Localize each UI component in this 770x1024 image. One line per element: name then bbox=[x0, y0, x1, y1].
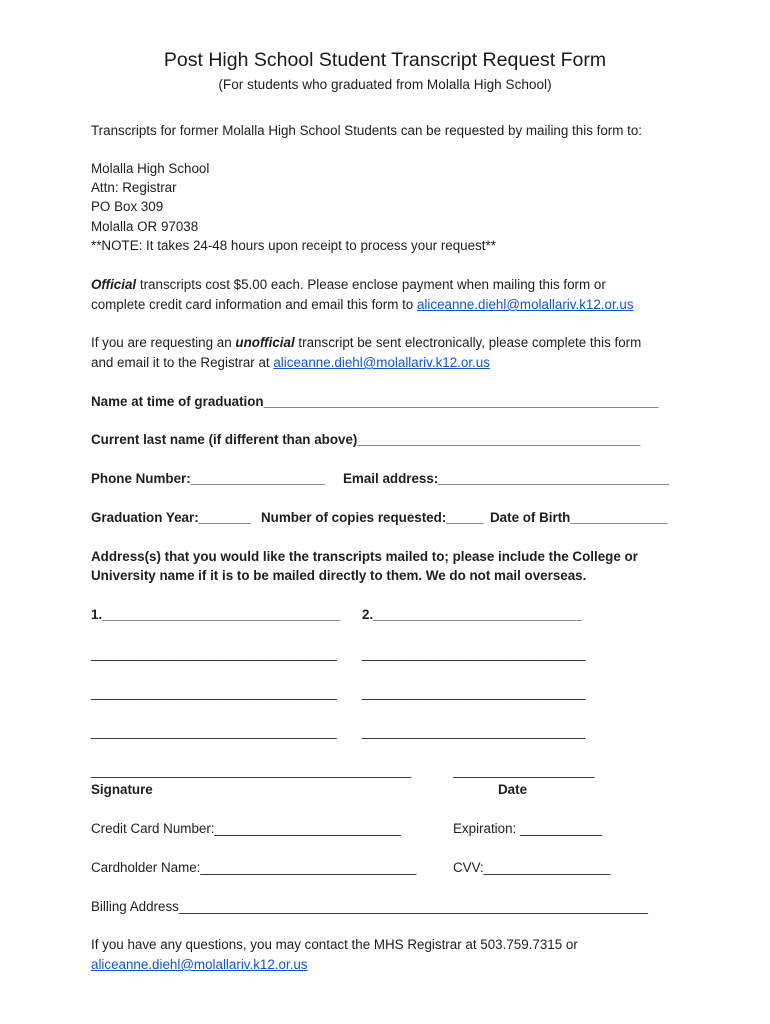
credit-card-number-field[interactable]: Credit Card Number:_________________________ bbox=[91, 821, 401, 836]
current-last-name-field[interactable]: Current last name (if different than above)______________________________________ bbox=[91, 432, 641, 447]
date-of-birth-field[interactable]: Date of Birth_____________ bbox=[490, 510, 668, 525]
registrar-email-link[interactable]: aliceanne.diehl@molallariv.k12.or.us bbox=[273, 355, 490, 370]
copies-requested-field[interactable]: Number of copies requested:_____ bbox=[261, 510, 484, 525]
unofficial-emphasis: unofficial bbox=[235, 335, 295, 350]
official-line2-text: complete credit card information and email this form to bbox=[91, 297, 417, 312]
name-at-graduation-field[interactable]: Name at time of graduation_____________________________________________________ bbox=[91, 394, 659, 409]
address-2-field[interactable]: 2.____________________________ bbox=[362, 607, 582, 622]
contact-text: If you have any questions, you may contact the MHS Registrar at 503.759.7315 or bbox=[91, 937, 578, 952]
address-1-line[interactable]: _________________________________ bbox=[91, 685, 337, 700]
official-line1-rest: transcripts cost $5.00 each. Please enclose payment when mailing this form or bbox=[136, 277, 606, 292]
address-1-line[interactable]: _________________________________ bbox=[91, 724, 337, 739]
unofficial-line1-post: transcript be sent electronically, please complete this form bbox=[294, 335, 642, 350]
address-1-line[interactable]: _________________________________ bbox=[91, 646, 337, 661]
address-2-line[interactable]: ______________________________ bbox=[362, 646, 586, 661]
unofficial-line2-text: and email it to the Registrar at bbox=[91, 355, 274, 370]
address-2-line[interactable]: ______________________________ bbox=[362, 724, 586, 739]
date-label: Date bbox=[498, 782, 528, 797]
graduation-year-field[interactable]: Graduation Year:_______ bbox=[91, 510, 251, 525]
unofficial-line1-pre: If you are requesting an bbox=[91, 335, 236, 350]
unofficial-paragraph-line1 bbox=[91, 333, 641, 353]
contact-email-line bbox=[91, 955, 308, 975]
official-paragraph-line2 bbox=[91, 295, 634, 315]
email-address-field[interactable]: Email address:_______________________________ bbox=[343, 471, 670, 486]
unofficial-paragraph-line2 bbox=[91, 353, 490, 373]
address-line-school: Molalla High School bbox=[91, 161, 210, 176]
official-emphasis: Official bbox=[91, 277, 137, 292]
mailing-instructions-line1: Address(s) that you would like the transcripts mailed to; please include the College or bbox=[91, 549, 638, 564]
address-line-pobox: PO Box 309 bbox=[91, 199, 164, 214]
expiration-field[interactable]: Expiration: ___________ bbox=[453, 821, 602, 836]
mailing-instructions-line2: University name if it is to be mailed directly to them. We do not mail overseas. bbox=[91, 568, 587, 583]
phone-number-field[interactable]: Phone Number:__________________ bbox=[91, 471, 325, 486]
signature-label: Signature bbox=[91, 782, 153, 797]
address-line-attn: Attn: Registrar bbox=[91, 180, 177, 195]
date-line[interactable]: ___________________ bbox=[453, 763, 595, 778]
cardholder-name-field[interactable]: Cardholder Name:_____________________________ bbox=[91, 860, 417, 875]
address-1-field[interactable]: 1.________________________________ bbox=[91, 607, 341, 622]
page-title: Post High School Student Transcript Request Form bbox=[163, 49, 607, 71]
processing-note: **NOTE: It takes 24-48 hours upon receipt to process your request** bbox=[91, 238, 496, 253]
address-line-city: Molalla OR 97038 bbox=[91, 219, 199, 234]
billing-address-field[interactable]: Billing Address_______________________________________________________________ bbox=[91, 899, 649, 914]
official-paragraph-line1 bbox=[91, 275, 606, 295]
registrar-email-link[interactable]: aliceanne.diehl@molallariv.k12.or.us bbox=[416, 297, 634, 312]
registrar-email-link[interactable]: aliceanne.diehl@molallariv.k12.or.us bbox=[91, 957, 308, 972]
signature-line[interactable]: ___________________________________________ bbox=[91, 763, 412, 778]
address-2-line[interactable]: ______________________________ bbox=[362, 685, 586, 700]
cvv-field[interactable]: CVV:_________________ bbox=[453, 860, 611, 875]
intro-text: Transcripts for former Molalla High School Students can be requested by mailing this form to: bbox=[91, 123, 642, 138]
page-subtitle: (For students who graduated from Molalla High School) bbox=[218, 77, 552, 92]
